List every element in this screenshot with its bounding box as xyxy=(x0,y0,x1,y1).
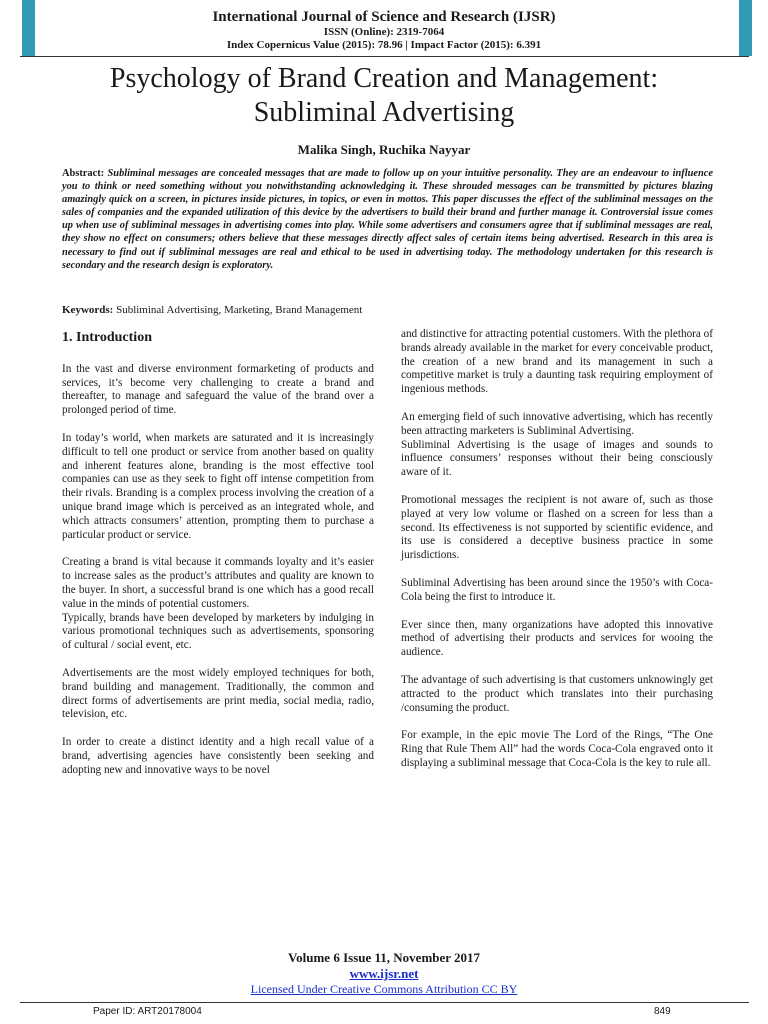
paper-title-line-1: Psychology of Brand Creation and Management: xyxy=(109,63,659,94)
abstract-text: Subliminal messages are concealed messages that are made to follow up on your intuitive personality. They are an endeavour to influence you to think or need something without you notwithstanding acknowledging it. These shrouded messages can be transmitted by pictures blazing amazingly quick on a screen, in pictures inside pictures, in topics, or even in mottos. This paper discusses the effect of the subliminal messages on the sales of companies and the expanded utilization of this device by the advertisers to build their brand and further manage it. Controversial issue comes up when use of subliminal messages in advertising comes into play. While some advertisers and consumers agree that if subliminal messages are real, they show no effect on consumers; others believe that these messages directly affect sales of certain items being advertised. Research in this area is necessary to find out if subliminal messages are real and ethical to be used in advertising today. The methodology undertaken for this research is secondary and the research design is exploratory. xyxy=(62,168,713,271)
section-heading: 1. Introduction xyxy=(62,330,152,345)
paper-title xyxy=(0,62,768,130)
abstract xyxy=(62,167,713,272)
right-column xyxy=(401,328,713,785)
paragraph: Typically, brands have been developed by marketers by indulging in various promotional techniques such as advertisements, sponsoring of cultural / social event, etc. xyxy=(62,611,374,652)
paper-title-line-2: Subliminal Advertising xyxy=(253,97,515,128)
footer-website-link[interactable]: www.ijsr.net xyxy=(349,966,419,981)
page-footer xyxy=(0,950,768,997)
journal-issn: ISSN (Online): 2319-7064 xyxy=(323,26,445,38)
keywords-text: Subliminal Advertising, Marketing, Brand Management xyxy=(116,304,363,316)
footer-license-link[interactable]: Licensed Under Creative Commons Attribution CC BY xyxy=(250,982,518,996)
header-divider xyxy=(20,56,749,57)
paragraph: Creating a brand is vital because it commands loyalty and it’s easier to increase sales as the product’s attributes and quality are known to the buyer. In short, a successful brand is one which has a good recall value in the minds of potential customers. xyxy=(62,556,374,610)
paragraph: An emerging field of such innovative advertising, which has recently been attracting marketers is Subliminal Advertising. xyxy=(401,410,713,437)
paragraph: Promotional messages the recipient is not aware of, such as those played at very low volume or flashed on a screen for less than a second. Its effectiveness is not supported by scientific evidence, and its use is considered a deceptive business practice in some jurisdictions. xyxy=(401,493,713,562)
left-column xyxy=(62,328,374,792)
paragraph: Subliminal Advertising has been around since the 1950’s with Coca-Cola being the first to introduce it. xyxy=(401,576,713,603)
footer-divider xyxy=(20,1002,749,1003)
paragraph: Advertisements are the most widely employed techniques for both, brand building and management. Traditionally, the common and direct forms of advertisements are print media, social media, radio, television, etc. xyxy=(62,666,374,721)
paper-authors: Malika Singh, Ruchika Nayyar xyxy=(297,142,471,157)
page-number: 849 xyxy=(654,1006,671,1017)
paragraph: For example, in the epic movie The Lord of the Rings, “The One Ring that Rule Them All” had the words Coca-Cola engraved onto it displaying a subliminal message that Coca-Cola is the key to rule all. xyxy=(401,729,713,769)
journal-header xyxy=(0,8,768,52)
paper-id: Paper ID: ART20178004 xyxy=(93,1006,202,1017)
keywords-label: Keywords: xyxy=(62,304,114,316)
journal-name: International Journal of Science and Research (IJSR) xyxy=(212,9,556,25)
footer-volume: Volume 6 Issue 11, November 2017 xyxy=(287,950,481,965)
paragraph: The advantage of such advertising is that customers unknowingly get attracted to the product which translates into their purchasing /consuming the product. xyxy=(401,673,713,714)
paragraph: In the vast and diverse environment formarketing of products and services, it’s become very challenging to create a brand and thereafter, to manage and safeguard the value of the brand over a prolonged period of time. xyxy=(62,362,374,417)
paragraph: In order to create a distinct identity and a high recall value of a brand, advertising agencies have consistently been seeking and adopting new and innovative ways to be novel xyxy=(62,736,374,776)
paragraph: Subliminal Advertising is the usage of images and sounds to influence consumers’ responses without their being consciously aware of it. xyxy=(401,438,713,479)
journal-index: Index Copernicus Value (2015): 78.96 | Impact Factor (2015): 6.391 xyxy=(226,39,542,51)
abstract-label: Abstract: xyxy=(62,168,105,179)
paragraph: and distinctive for attracting potential customers. With the plethora of brands already available in the market for every conceivable product, the creation of a new brand and its management in such a competitive market is truly a daunting task requiring employment of ingenious methods. xyxy=(401,328,713,396)
paragraph: Ever since then, many organizations have adopted this innovative method of advertising their products and services for wooing the audience. xyxy=(401,618,713,659)
paragraph: In today’s world, when markets are saturated and it is increasingly difficult to tell one product or service from another based on quality and inherent features alone, branding is the most effective tool companies can use as they seek to fight off intense competition from their rivals. Branding is a complex process involving the creation of a unique brand image which is perceived as an integrated whole, and which attracts consumers’ attention, prompting them to purchase a particular product or service. xyxy=(62,431,374,541)
keywords xyxy=(62,303,713,317)
